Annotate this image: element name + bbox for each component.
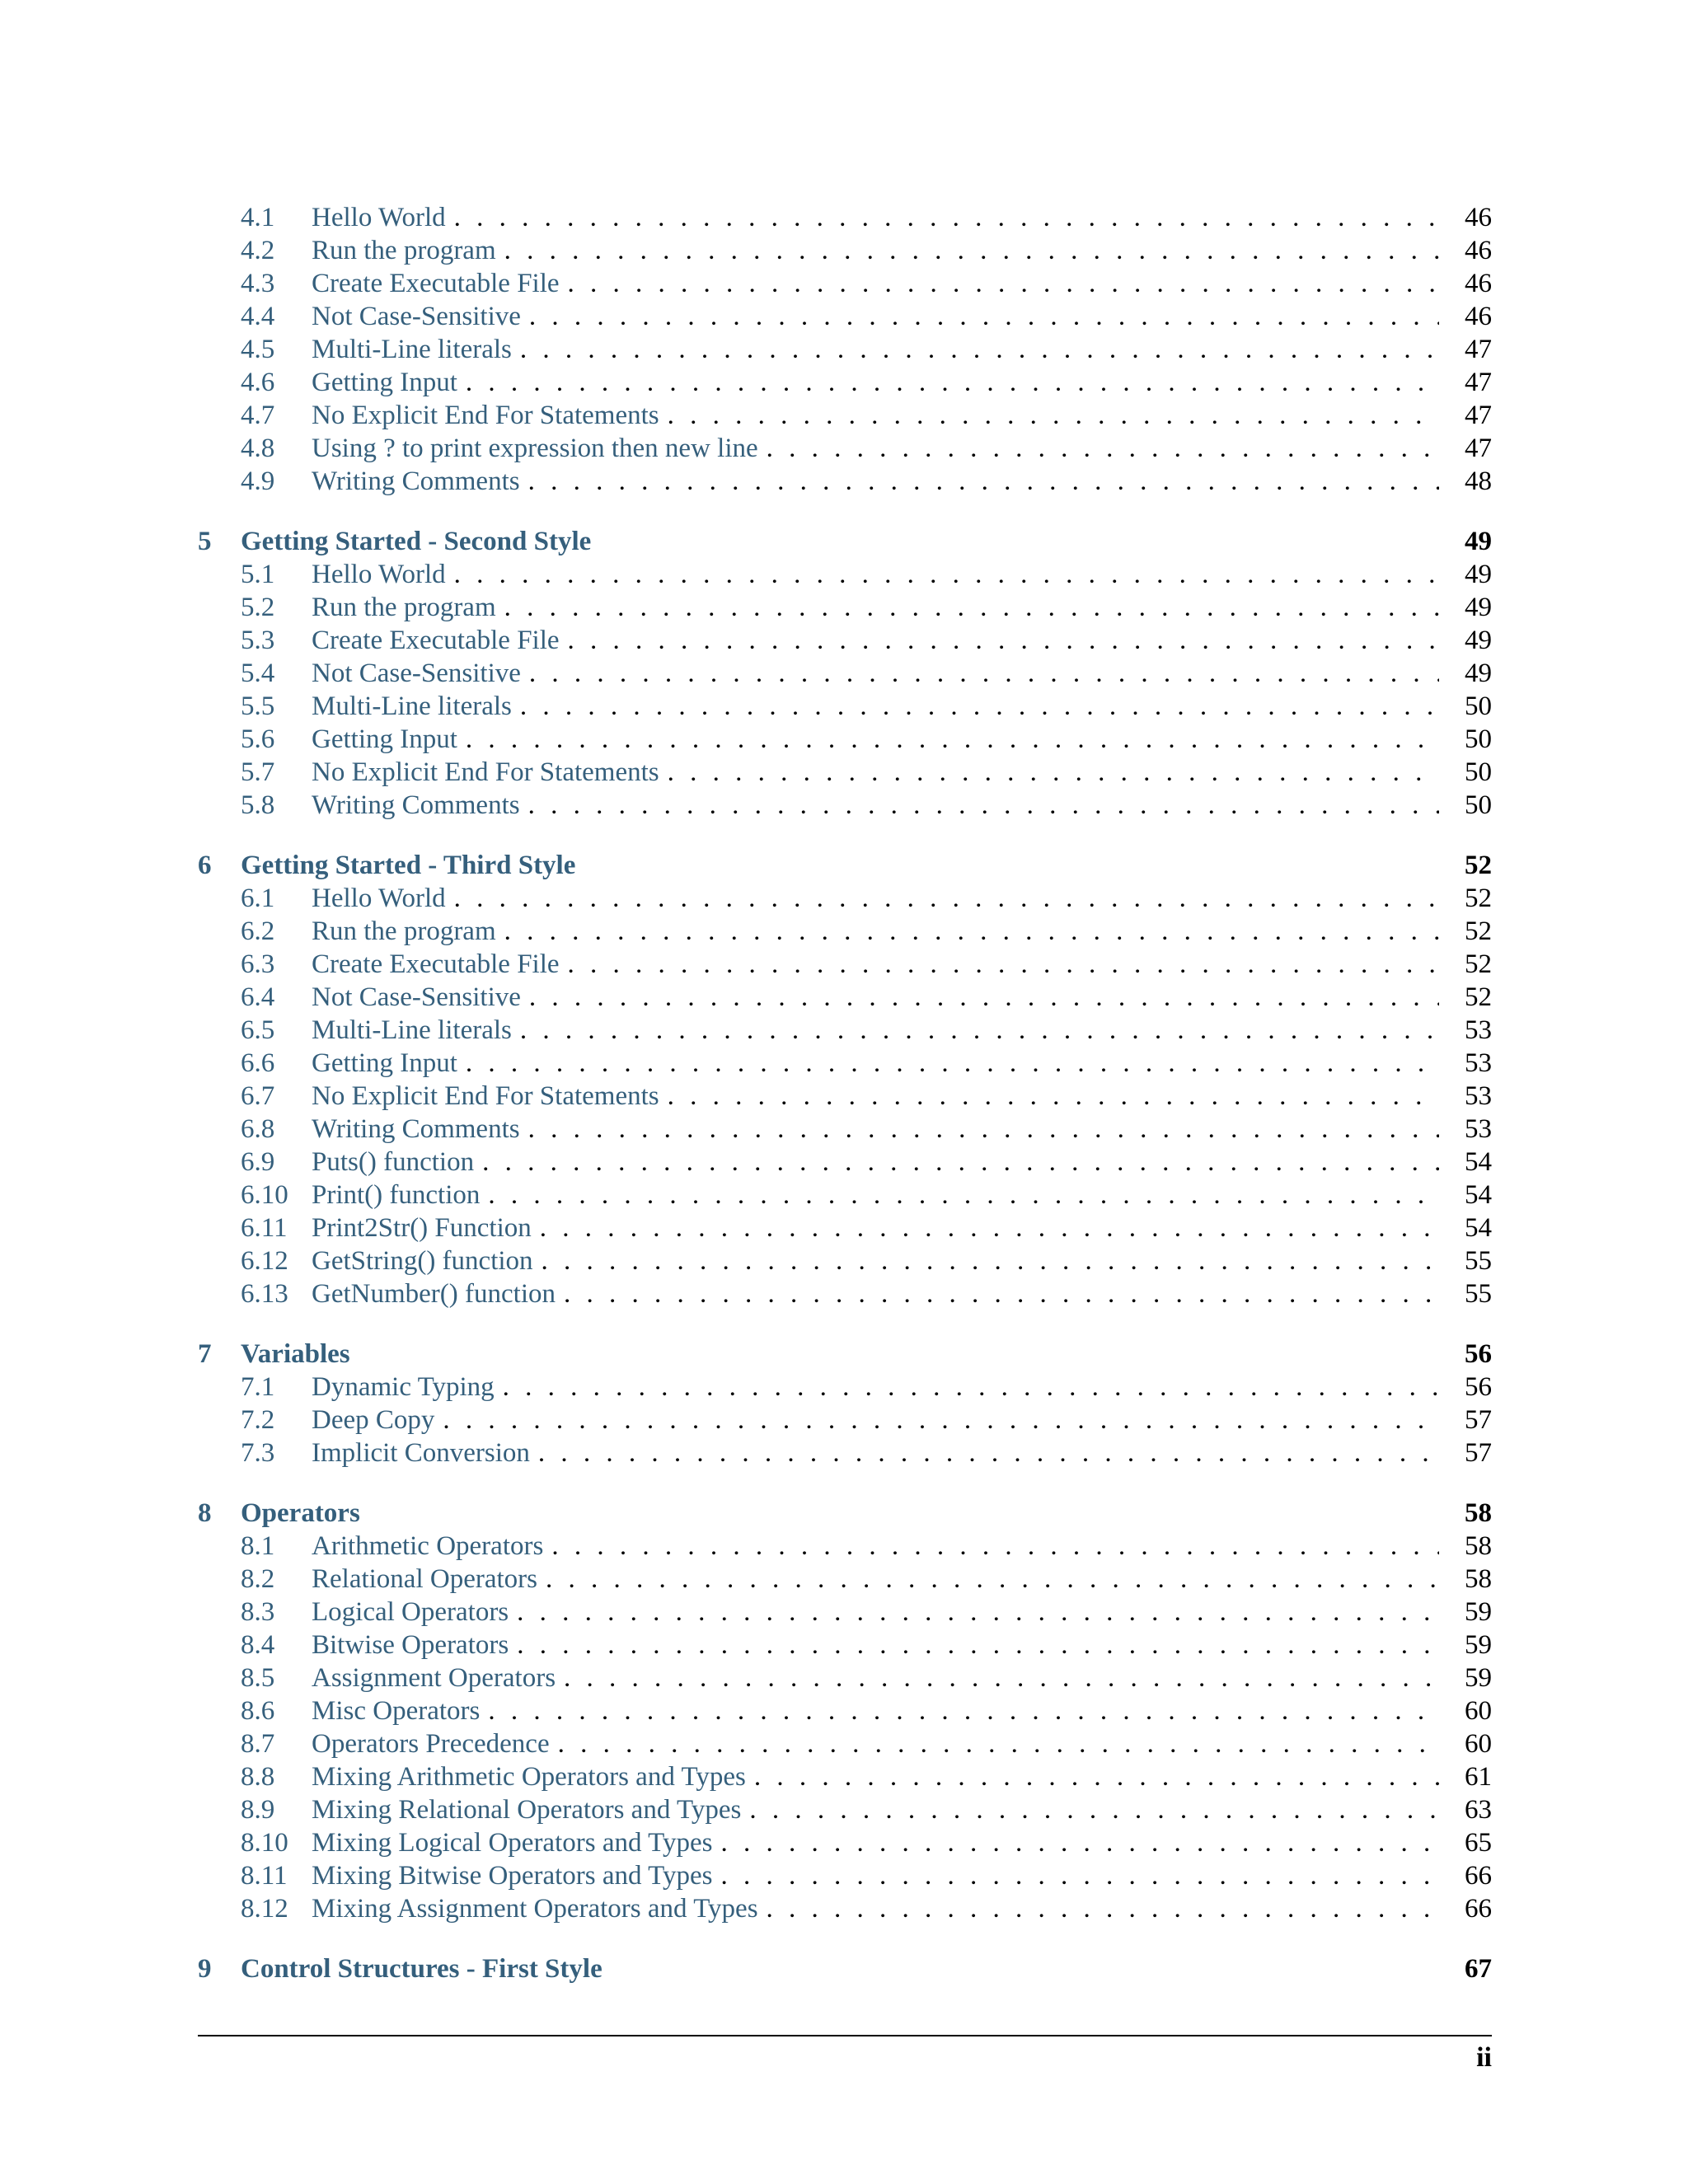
dot-leader [520,333,1439,366]
toc-section-entry[interactable] [198,1596,1492,1629]
section-title-link[interactable]: Mixing Logical Operators and Types [312,1828,713,1858]
toc-section-entry[interactable] [198,1826,1492,1859]
section-number: 7.1 [241,1372,275,1402]
footer-divider [198,2035,1492,2036]
section-page-number: 50 [1465,691,1492,721]
section-number: 6.7 [241,1081,275,1111]
section-number: 7.2 [241,1405,275,1435]
toc-section-entry[interactable] [198,882,1492,915]
section-number: 6.2 [241,916,275,946]
toc-section-entry[interactable] [198,1793,1492,1826]
dot-leader [482,1146,1439,1179]
chapter-number: 7 [198,1339,212,1369]
dot-leader [517,1596,1439,1629]
section-title-link[interactable]: Mixing Bitwise Operators and Types [312,1861,713,1891]
dot-leader [564,1661,1439,1694]
section-page-number: 66 [1465,1861,1492,1891]
section-number: 5.1 [241,560,275,589]
toc-section-entry[interactable] [198,1244,1492,1277]
dot-leader [668,399,1439,432]
section-title-link[interactable]: Assignment Operators [312,1663,556,1693]
section-page-number: 60 [1465,1696,1492,1726]
toc-section-entry[interactable] [198,1179,1492,1212]
section-page-number: 60 [1465,1729,1492,1759]
section-title-link[interactable]: Create Executable File [312,626,560,655]
toc-section-entry[interactable] [198,1404,1492,1436]
chapter-number: 8 [198,1498,212,1528]
dot-leader [721,1859,1439,1892]
section-title-link[interactable]: Bitwise Operators [312,1630,509,1660]
section-title-link[interactable]: Mixing Arithmetic Operators and Types [312,1762,746,1792]
section-title-link[interactable]: Puts() function [312,1147,475,1177]
section-number: 6.1 [241,883,275,913]
section-page-number: 46 [1465,203,1492,232]
section-title-link[interactable]: Multi-Line literals [312,335,512,364]
section-title-link[interactable]: Misc Operators [312,1696,481,1726]
section-title-link[interactable]: Writing Comments [312,1114,520,1144]
section-page-number: 46 [1465,302,1492,331]
toc-section-entry[interactable] [198,333,1492,366]
toc-group [198,1338,1492,1469]
section-title-link[interactable]: Writing Comments [312,466,520,496]
section-page-number: 47 [1465,368,1492,397]
section-number: 5.3 [241,626,275,655]
dot-leader [443,1404,1439,1436]
section-number: 4.2 [241,236,275,265]
chapter-page-number: 49 [1465,527,1492,556]
toc-section-entry[interactable] [198,1212,1492,1244]
section-title-link[interactable]: Arithmetic Operators [312,1531,544,1561]
section-title-link[interactable]: Implicit Conversion [312,1438,530,1468]
section-page-number: 52 [1465,982,1492,1012]
toc-section-entry[interactable] [198,690,1492,723]
table-of-contents [198,201,1492,1985]
section-number: 8.5 [241,1663,275,1693]
section-title-link[interactable]: No Explicit End For Statements [312,401,659,430]
section-page-number: 59 [1465,1597,1492,1627]
toc-section-entry[interactable] [198,1014,1492,1047]
dot-leader [749,1793,1439,1826]
section-page-number: 61 [1465,1762,1492,1792]
dot-leader [767,1892,1439,1925]
section-page-number: 53 [1465,1081,1492,1111]
section-number: 4.1 [241,203,275,232]
section-title-link[interactable]: Getting Input [312,1048,457,1078]
toc-section-entry[interactable] [198,366,1492,399]
dot-leader [540,1212,1439,1244]
section-page-number: 57 [1465,1405,1492,1435]
section-title-link[interactable]: Mixing Relational Operators and Types [312,1795,742,1825]
dot-leader [528,1113,1439,1146]
chapter-page-number: 67 [1465,1954,1492,1984]
section-number: 4.4 [241,302,275,331]
section-title-link[interactable]: Getting Input [312,368,457,397]
section-number: 8.6 [241,1696,275,1726]
dot-leader [720,1826,1439,1859]
toc-section-entry[interactable] [198,1661,1492,1694]
section-number: 6.8 [241,1114,275,1144]
section-title-link[interactable]: Using ? to print expression then new line [312,434,758,463]
section-title-link[interactable]: Print2Str() Function [312,1213,532,1243]
section-number: 8.2 [241,1564,275,1594]
toc-section-entry[interactable] [198,1859,1492,1892]
dot-leader [528,789,1439,822]
section-title-link[interactable]: Hello World [312,883,446,913]
section-number: 4.8 [241,434,275,463]
section-number: 6.13 [241,1279,288,1309]
section-title-link[interactable]: Not Case-Sensitive [312,658,521,688]
toc-section-entry[interactable] [198,1371,1492,1404]
section-page-number: 49 [1465,658,1492,688]
toc-section-entry[interactable] [198,1892,1492,1925]
dot-leader [529,300,1439,333]
toc-section-entry[interactable] [198,657,1492,690]
toc-section-entry[interactable] [198,558,1492,591]
section-number: 8.12 [241,1894,288,1924]
section-title-link[interactable]: Logical Operators [312,1597,509,1627]
chapter-page-number: 58 [1465,1498,1492,1528]
toc-section-entry[interactable] [198,1113,1492,1146]
dot-leader [520,1014,1439,1047]
section-number: 8.11 [241,1861,288,1891]
toc-section-entry[interactable] [198,201,1492,234]
chapter-number: 9 [198,1954,212,1984]
toc-section-entry[interactable] [198,267,1492,300]
section-number: 5.2 [241,593,275,622]
section-number: 6.4 [241,982,275,1012]
section-page-number: 49 [1465,626,1492,655]
section-title-link[interactable]: Writing Comments [312,790,520,820]
dot-leader [564,1277,1439,1310]
toc-section-entry[interactable] [198,1563,1492,1596]
section-number: 6.9 [241,1147,275,1177]
dot-leader [754,1760,1439,1793]
section-title-link[interactable]: Relational Operators [312,1564,537,1594]
toc-group [198,525,1492,822]
section-page-number: 47 [1465,335,1492,364]
section-number: 7.3 [241,1438,275,1468]
toc-section-entry[interactable] [198,399,1492,432]
chapter-number: 5 [198,527,212,556]
chapter-title-link[interactable]: Getting Started - Third Style [241,851,576,880]
toc-section-entry[interactable] [198,432,1492,465]
section-number: 5.6 [241,724,275,754]
toc-group [198,201,1492,498]
section-number: 5.8 [241,790,275,820]
toc-group [198,1497,1492,1925]
section-number: 8.10 [241,1828,288,1858]
section-number: 8.3 [241,1597,275,1627]
chapter-number: 6 [198,851,212,880]
section-page-number: 47 [1465,434,1492,463]
section-title-link[interactable]: Create Executable File [312,269,560,298]
toc-chapter-entry[interactable] [198,1338,1492,1371]
toc-section-entry[interactable] [198,624,1492,657]
section-page-number: 49 [1465,593,1492,622]
dot-leader [767,432,1439,465]
toc-section-entry[interactable] [198,591,1492,624]
section-number: 6.6 [241,1048,275,1078]
chapter-title-link[interactable]: Operators [241,1498,360,1528]
dot-leader [454,882,1439,915]
toc-group [198,1952,1492,1985]
section-title-link[interactable]: Deep Copy [312,1405,435,1435]
dot-leader [529,657,1439,690]
section-title-link[interactable]: Not Case-Sensitive [312,302,521,331]
toc-chapter-entry[interactable] [198,525,1492,558]
section-title-link[interactable]: Create Executable File [312,949,560,979]
toc-section-entry[interactable] [198,948,1492,981]
toc-section-entry[interactable] [198,756,1492,789]
section-page-number: 48 [1465,466,1492,496]
section-number: 4.5 [241,335,275,364]
section-page-number: 54 [1465,1147,1492,1177]
dot-leader [529,981,1439,1014]
section-page-number: 57 [1465,1438,1492,1468]
section-title-link[interactable]: Not Case-Sensitive [312,982,521,1012]
dot-leader [466,723,1439,756]
dot-leader [454,201,1439,234]
section-number: 6.11 [241,1213,288,1243]
dot-leader [568,267,1439,300]
section-page-number: 54 [1465,1213,1492,1243]
section-page-number: 54 [1465,1180,1492,1210]
dot-leader [538,1436,1439,1469]
toc-section-entry[interactable] [198,1080,1492,1113]
toc-section-entry[interactable] [198,723,1492,756]
dot-leader [504,591,1439,624]
section-number: 5.5 [241,691,275,721]
dot-leader [520,690,1439,723]
section-page-number: 47 [1465,401,1492,430]
dot-leader [488,1694,1439,1727]
chapter-page-number: 56 [1465,1339,1492,1369]
dot-leader [551,1530,1439,1563]
dot-leader [568,948,1439,981]
dot-leader [503,1371,1439,1404]
dot-leader [542,1244,1439,1277]
section-number: 8.9 [241,1795,275,1825]
toc-section-entry[interactable] [198,1146,1492,1179]
chapter-title-link[interactable]: Control Structures - First Style [241,1954,603,1984]
toc-section-entry[interactable] [198,1436,1492,1469]
dot-leader [528,465,1439,498]
toc-section-entry[interactable] [198,300,1492,333]
dot-leader [504,915,1439,948]
section-title-link[interactable]: Multi-Line literals [312,1015,512,1045]
toc-section-entry[interactable] [198,1727,1492,1760]
section-title-link[interactable]: GetString() function [312,1246,533,1276]
section-title-link[interactable]: Run the program [312,593,496,622]
section-number: 8.7 [241,1729,275,1759]
chapter-page-number: 52 [1465,851,1492,880]
toc-section-entry[interactable] [198,1277,1492,1310]
section-page-number: 59 [1465,1630,1492,1660]
section-number: 6.12 [241,1246,288,1276]
section-page-number: 52 [1465,883,1492,913]
section-page-number: 50 [1465,790,1492,820]
section-title-link[interactable]: Mixing Assignment Operators and Types [312,1894,758,1924]
section-number: 4.7 [241,401,275,430]
toc-section-entry[interactable] [198,1629,1492,1661]
section-page-number: 46 [1465,269,1492,298]
section-page-number: 50 [1465,724,1492,754]
section-title-link[interactable]: GetNumber() function [312,1279,556,1309]
dot-leader [466,366,1439,399]
section-page-number: 58 [1465,1564,1492,1594]
section-number: 6.10 [241,1180,288,1210]
section-title-link[interactable]: Print() function [312,1180,481,1210]
section-page-number: 53 [1465,1114,1492,1144]
dot-leader [488,1179,1439,1212]
section-title-link[interactable]: Run the program [312,916,496,946]
section-title-link[interactable]: Dynamic Typing [312,1372,495,1402]
toc-section-entry[interactable] [198,465,1492,498]
section-page-number: 52 [1465,949,1492,979]
toc-section-entry[interactable] [198,1530,1492,1563]
section-page-number: 55 [1465,1246,1492,1276]
dot-leader [558,1727,1439,1760]
section-page-number: 46 [1465,236,1492,265]
chapter-title-link[interactable]: Getting Started - Second Style [241,527,592,556]
section-page-number: 66 [1465,1894,1492,1924]
section-number: 8.8 [241,1762,275,1792]
section-title-link[interactable]: No Explicit End For Statements [312,1081,659,1111]
footer-page-number: ii [1476,2042,1492,2073]
dot-leader [517,1629,1439,1661]
section-page-number: 55 [1465,1279,1492,1309]
section-number: 6.3 [241,949,275,979]
dot-leader [454,558,1439,591]
chapter-title-link[interactable]: Variables [241,1339,350,1369]
section-page-number: 56 [1465,1372,1492,1402]
section-page-number: 52 [1465,916,1492,946]
toc-section-entry[interactable] [198,1760,1492,1793]
section-title-link[interactable]: Hello World [312,560,446,589]
section-number: 5.4 [241,658,275,688]
section-page-number: 63 [1465,1795,1492,1825]
section-number: 6.5 [241,1015,275,1045]
toc-chapter-entry[interactable] [198,1497,1492,1530]
section-number: 4.9 [241,466,275,496]
toc-section-entry[interactable] [198,789,1492,822]
toc-section-entry[interactable] [198,1047,1492,1080]
toc-section-entry[interactable] [198,915,1492,948]
dot-leader [668,756,1439,789]
section-page-number: 58 [1465,1531,1492,1561]
toc-section-entry[interactable] [198,981,1492,1014]
dot-leader [546,1563,1439,1596]
dot-leader [668,1080,1439,1113]
section-number: 5.7 [241,757,275,787]
section-number: 8.1 [241,1531,275,1561]
section-page-number: 49 [1465,560,1492,589]
section-title-link[interactable]: Hello World [312,203,446,232]
section-page-number: 53 [1465,1015,1492,1045]
section-title-link[interactable]: Getting Input [312,724,457,754]
dot-leader [466,1047,1439,1080]
section-title-link[interactable]: Multi-Line literals [312,691,512,721]
section-number: 8.4 [241,1630,275,1660]
toc-group [198,849,1492,1310]
section-title-link[interactable]: No Explicit End For Statements [312,757,659,787]
section-page-number: 53 [1465,1048,1492,1078]
section-number: 4.6 [241,368,275,397]
toc-section-entry[interactable] [198,234,1492,267]
section-number: 4.3 [241,269,275,298]
toc-chapter-entry[interactable] [198,849,1492,882]
section-page-number: 50 [1465,757,1492,787]
toc-section-entry[interactable] [198,1694,1492,1727]
dot-leader [504,234,1439,267]
toc-chapter-entry[interactable] [198,1952,1492,1985]
section-page-number: 65 [1465,1828,1492,1858]
section-title-link[interactable]: Run the program [312,236,496,265]
section-title-link[interactable]: Operators Precedence [312,1729,550,1759]
section-page-number: 59 [1465,1663,1492,1693]
dot-leader [568,624,1439,657]
